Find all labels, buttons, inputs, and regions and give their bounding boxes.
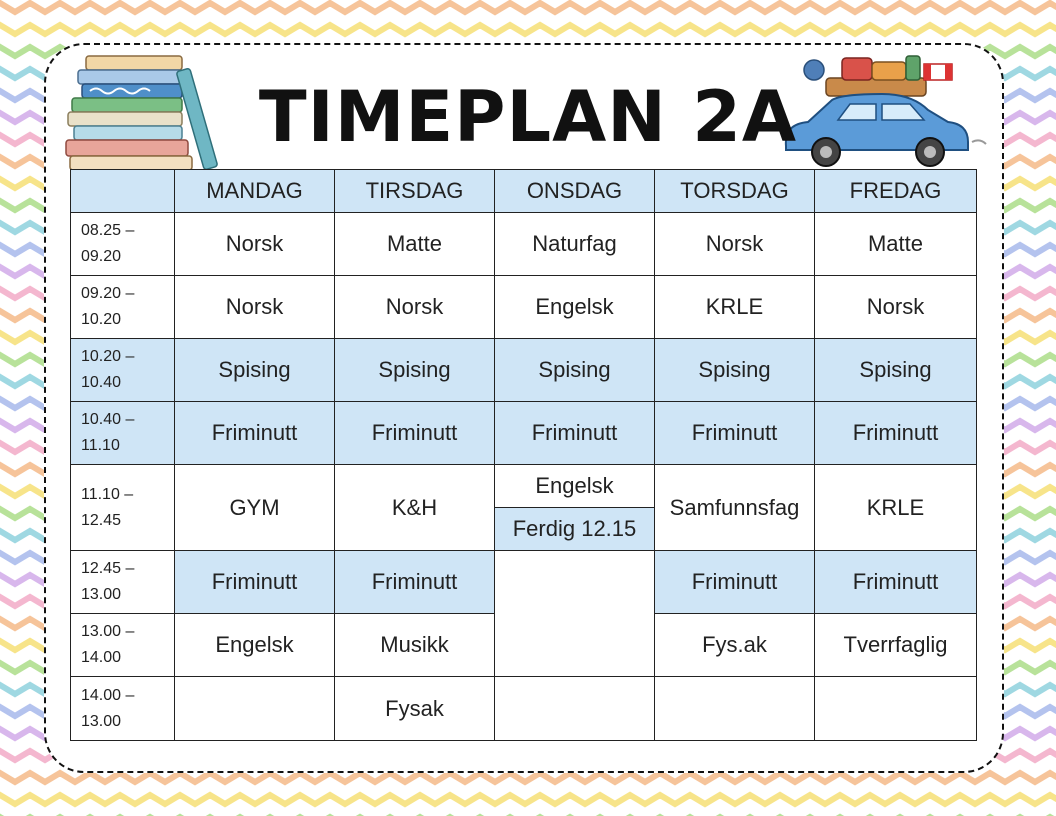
lesson-cell: Norsk [175, 276, 335, 339]
finish-time-cell: Ferdig 12.15 [495, 508, 655, 551]
lesson-cell: Friminutt [495, 402, 655, 465]
lesson-cell: Spising [815, 339, 977, 402]
table-row [71, 402, 977, 465]
lesson-cell: Friminutt [335, 551, 495, 614]
lesson-cell: Engelsk [495, 276, 655, 339]
time-cell: 09.20 – 10.20 [71, 276, 175, 339]
lesson-cell: Samfunnsfag [655, 465, 815, 551]
lesson-cell: Norsk [815, 276, 977, 339]
lesson-cell: Spising [335, 339, 495, 402]
lesson-cell: Spising [495, 339, 655, 402]
lesson-cell: GYM [175, 465, 335, 551]
table-row [71, 213, 977, 276]
chevron-stripe [0, 3, 1056, 12]
lesson-cell: Spising [655, 339, 815, 402]
lesson-cell: Norsk [655, 213, 815, 276]
day-header-fredag: FREDAG [815, 170, 977, 213]
time-cell: 08.25 – 09.20 [71, 213, 175, 276]
lesson-cell: Friminutt [335, 402, 495, 465]
time-cell: 13.00 – 14.00 [71, 614, 175, 677]
day-header-mandag: MANDAG [175, 170, 335, 213]
lesson-cell: K&H [335, 465, 495, 551]
lesson-cell: Fysak [335, 677, 495, 741]
lesson-cell: Friminutt [655, 402, 815, 465]
lesson-cell: Norsk [175, 213, 335, 276]
lesson-cell: Friminutt [175, 551, 335, 614]
chevron-stripe [0, 773, 1056, 782]
lesson-cell: Tverrfaglig [815, 614, 977, 677]
time-cell: 11.10 – 12.45 [71, 465, 175, 551]
table-row [71, 551, 977, 614]
empty-cell [815, 677, 977, 741]
lesson-cell: Engelsk [175, 614, 335, 677]
table-row [71, 677, 977, 741]
day-header-onsdag: ONSDAG [495, 170, 655, 213]
lesson-cell: Naturfag [495, 213, 655, 276]
lesson-cell: Fys.ak [655, 614, 815, 677]
time-cell: 12.45 – 13.00 [71, 551, 175, 614]
lesson-cell: Friminutt [815, 402, 977, 465]
lesson-cell: Spising [175, 339, 335, 402]
lesson-cell: Norsk [335, 276, 495, 339]
empty-cell [655, 677, 815, 741]
empty-cell [495, 677, 655, 741]
day-header-torsdag: TORSDAG [655, 170, 815, 213]
day-header-tirsdag: TIRSDAG [335, 170, 495, 213]
time-cell: 14.00 – 13.00 [71, 677, 175, 741]
lesson-cell: Musikk [335, 614, 495, 677]
table-row [71, 465, 977, 508]
timetable [70, 169, 977, 741]
lesson-cell: Engelsk [495, 465, 655, 508]
lesson-cell: Matte [335, 213, 495, 276]
corner-cell [71, 170, 175, 213]
lesson-cell: Friminutt [175, 402, 335, 465]
empty-cell [495, 551, 655, 677]
table-row [71, 339, 977, 402]
lesson-cell: KRLE [655, 276, 815, 339]
lesson-cell: Friminutt [815, 551, 977, 614]
lesson-cell: KRLE [815, 465, 977, 551]
page-title: TIMEPLAN 2A [258, 76, 798, 158]
table-row [71, 276, 977, 339]
chevron-stripe [0, 25, 1056, 34]
lesson-cell: Matte [815, 213, 977, 276]
lesson-cell: Friminutt [655, 551, 815, 614]
empty-cell [175, 677, 335, 741]
chevron-stripe [0, 795, 1056, 804]
time-cell: 10.40 – 11.10 [71, 402, 175, 465]
time-cell: 10.20 – 10.40 [71, 339, 175, 402]
header-row [71, 170, 977, 213]
